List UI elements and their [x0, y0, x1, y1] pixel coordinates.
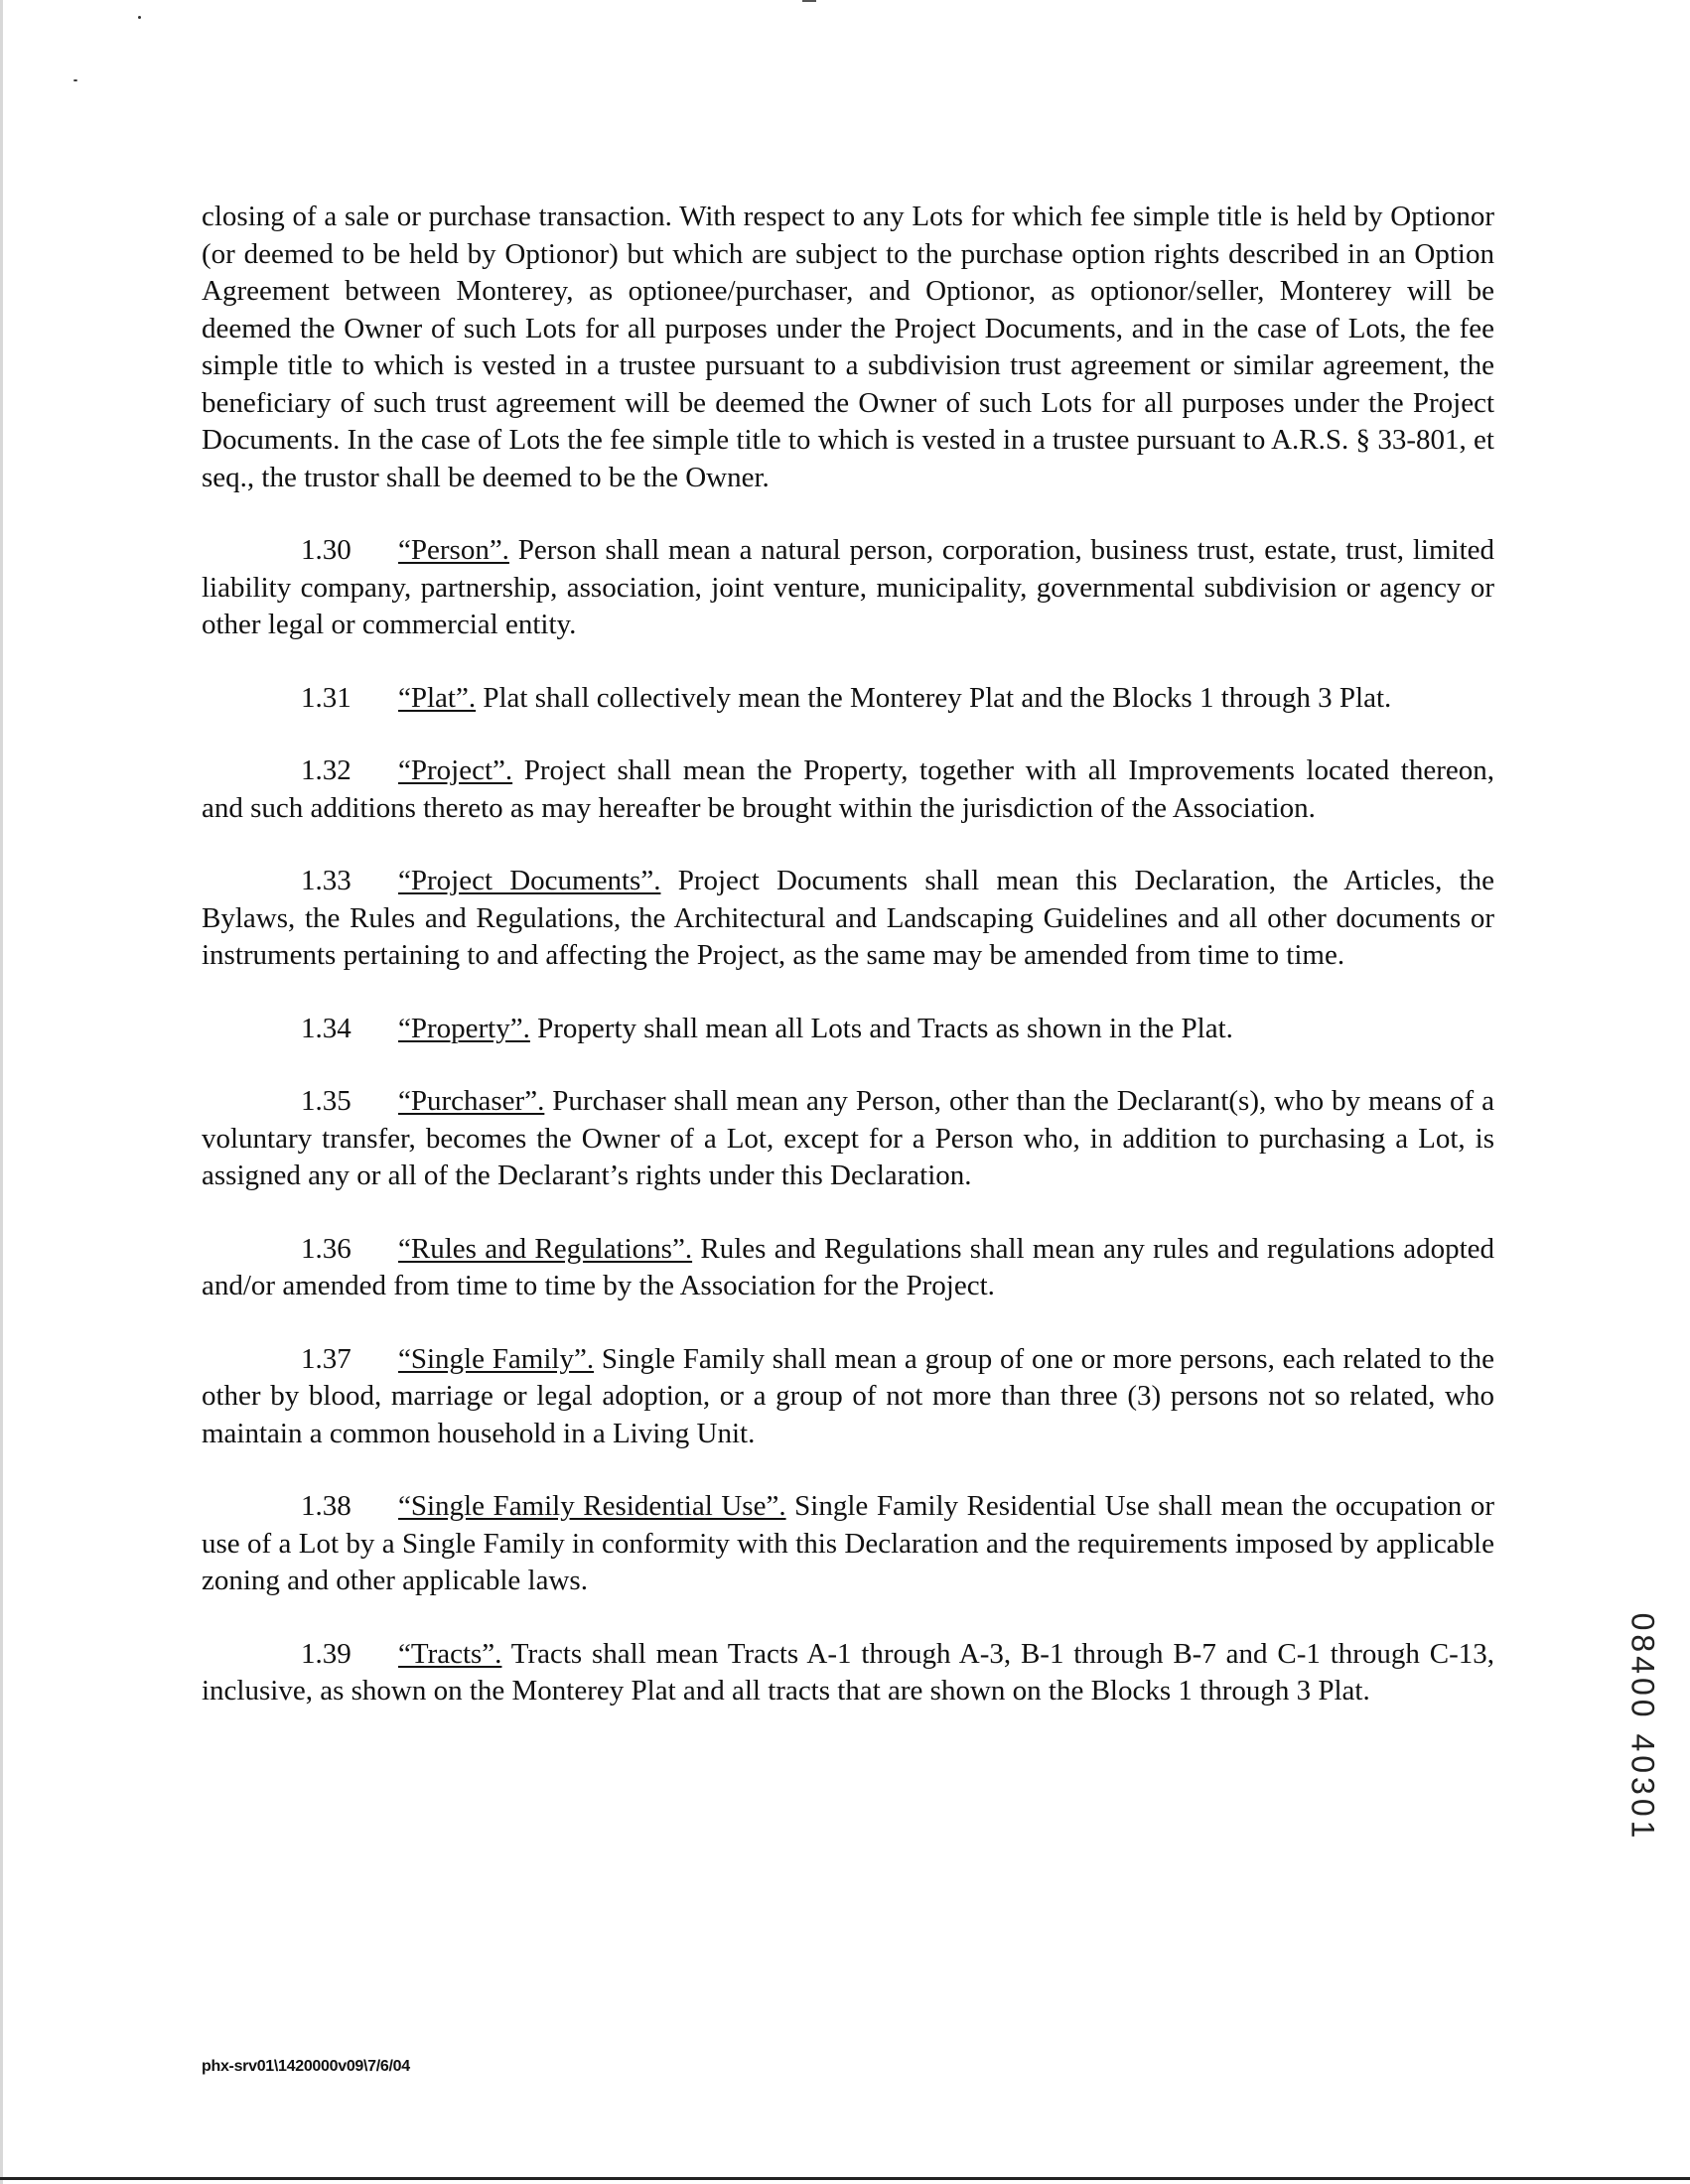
section-number: 1.31 — [301, 681, 352, 714]
defined-term: “Single Family”. — [398, 1342, 595, 1375]
scan-speck — [138, 16, 141, 19]
defined-term: “Purchaser”. — [398, 1085, 545, 1117]
scan-mark-top — [802, 0, 816, 2]
definition-1-34 — [202, 1011, 1494, 1048]
definition-1-36 — [202, 1231, 1494, 1305]
scan-edge-left — [0, 0, 3, 2184]
section-number: 1.37 — [301, 1342, 352, 1375]
definition-1-39 — [202, 1636, 1494, 1710]
definition-1-38 — [202, 1488, 1494, 1600]
definition-text: Single Family Residential Use shall mean the occupation or use of a Lot by a Single Family in conformity with this Declaration and the requirements imposed by applicable zoning and other applicable laws. — [202, 1490, 1494, 1596]
definition-text: Project shall mean the Property, together with all Improvements located thereon, and such additions thereto as may hereafter be brought within the jurisdiction of the Association. — [202, 754, 1495, 824]
definition-1-30 — [202, 532, 1494, 644]
section-number: 1.36 — [301, 1232, 352, 1265]
defined-term: “Property”. — [398, 1012, 530, 1044]
definition-text: Property shall mean all Lots and Tracts as shown in the Plat. — [537, 1012, 1233, 1044]
definition-1-31 — [202, 680, 1494, 718]
document-footer-id: phx-srv01\1420000v09\7/6/04 — [202, 2058, 410, 2075]
section-number: 1.34 — [301, 1012, 352, 1044]
definition-text: Project Documents shall mean this Declaration, the Articles, the Bylaws, the Rules and Regulations, the Architectural and Landscaping Guidelines and all other documents or instruments pertaining to and affecting the Project, as the same may be amended from time to time. — [202, 865, 1494, 971]
definition-text: Purchaser shall mean any Person, other than the Declarant(s), who by means of a voluntary transfer, becomes the Owner of a Lot, except for a Person who, in addition to purchasing a Lot, is assigned any or all of the Declarant’s rights under this Declaration. — [202, 1085, 1494, 1191]
defined-term: “Rules and Regulations”. — [398, 1232, 693, 1265]
definition-1-33 — [202, 863, 1494, 975]
definition-text: Person shall mean a natural person, corporation, business trust, estate, trust, limited liability company, partnership, association, joint venture, municipality, governmental subdivision or agency or other legal or commercial entity. — [202, 534, 1494, 640]
defined-term: “Project”. — [398, 754, 513, 786]
section-number: 1.35 — [301, 1085, 352, 1117]
definition-text: Tracts shall mean Tracts A-1 through A-3, B-1 through B-7 and C-1 through C-13, inclusive, as shown on the Monterey Plat and all tracts that are shown on the Blocks 1 through 3 Plat. — [202, 1637, 1494, 1706]
defined-term: “Plat”. — [398, 681, 477, 714]
defined-term: “Person”. — [398, 534, 509, 566]
recording-stamp-number: 08400 40301 — [1624, 1612, 1661, 1843]
document-body — [202, 199, 1494, 1746]
definition-1-32 — [202, 752, 1494, 827]
defined-term: “Single Family Residential Use”. — [398, 1490, 786, 1522]
scan-speck — [73, 79, 77, 81]
definition-text: Single Family shall mean a group of one or more persons, each related to the other by blood, marriage or legal adoption, or a group of not more than three (3) persons not so related, who maintain a common household in a Living Unit. — [202, 1342, 1494, 1449]
scan-edge-bottom — [0, 2177, 1690, 2180]
recording-stamp — [1622, 1608, 1662, 1846]
defined-term: “Project Documents”. — [398, 865, 661, 896]
section-number: 1.33 — [301, 865, 352, 896]
section-number: 1.32 — [301, 754, 352, 786]
definition-1-37 — [202, 1341, 1494, 1453]
definition-1-35 — [202, 1083, 1494, 1195]
definition-text: Plat shall collectively mean the Monterey Plat and the Blocks 1 through 3 Plat. — [483, 681, 1392, 714]
defined-term: “Tracts”. — [398, 1637, 502, 1670]
intro-paragraph: closing of a sale or purchase transaction. With respect to any Lots for which fee simple title is held by Optionor (or deemed to be held by Optionor) but which are subject to the purchase option rights described in an Option Agreement between Monterey, as optionee/purchaser, and Optionor, as optionor/seller, Monterey will be deemed the Owner of such Lots for all purposes under the Project Documents, and in the case of Lots, the fee simple title to which is vested in a trustee pursuant to a subdivision trust agreement or similar agreement, the beneficiary of such trust agreement will be deemed the Owner of such Lots for all purposes under the Project Documents. In the case of Lots the fee simple title to which is vested in a trustee pursuant to A.R.S. § 33-801, et seq., the trustor shall be deemed to be the Owner. — [202, 201, 1494, 493]
definition-text: Rules and Regulations shall mean any rules and regulations adopted and/or amended from time to time by the Association for the Project. — [202, 1232, 1494, 1301]
section-number: 1.38 — [301, 1490, 352, 1522]
section-number: 1.39 — [301, 1637, 352, 1670]
section-number: 1.30 — [301, 534, 352, 566]
